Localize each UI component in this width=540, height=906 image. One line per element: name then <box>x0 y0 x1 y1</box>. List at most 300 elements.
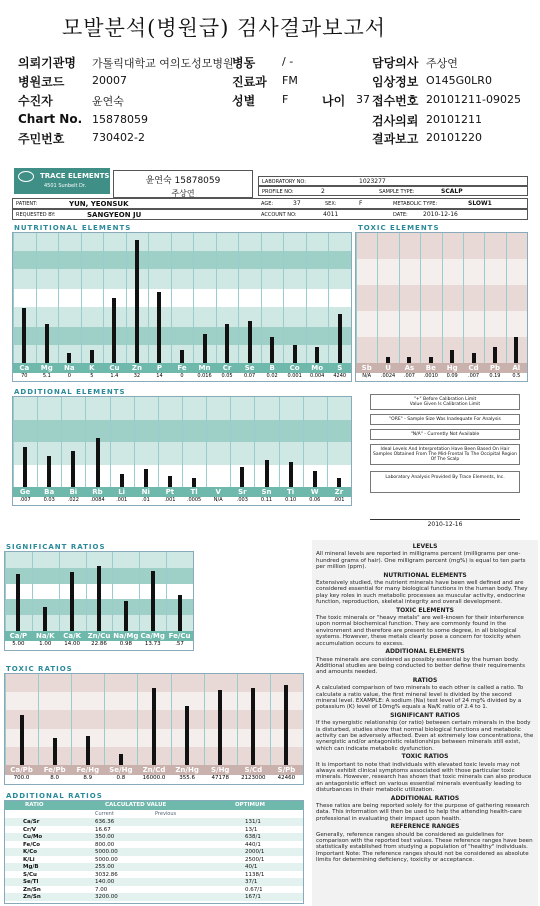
stamp-doctor: 주상연 <box>171 189 195 198</box>
chart-gridline <box>356 233 357 363</box>
chart-gridline <box>171 674 172 765</box>
explanation-text: A calculated comparison of two minerals to each other is called a ratio. To calculate a ratio value, the first mineral level is divided by the second mineral level. EXAMPLE: A sodium (Na) test level of 24 mg% divided by a potassium (K) level of 10mg% equals a Na/K ratio of 2.4 to 1. <box>316 685 524 711</box>
chart-element-label: Ti <box>279 487 303 497</box>
explanation-section <box>316 796 534 823</box>
chart-bar <box>178 595 182 631</box>
chart-element-label: Na/Mg <box>113 632 139 640</box>
current-col-header: Current <box>95 811 114 817</box>
chart-element-label: W <box>303 487 327 497</box>
chart-value-label: 16000.0 <box>142 775 166 781</box>
ratio-name: K/Co <box>23 849 38 855</box>
chart-value-label: N/A <box>362 373 372 379</box>
chart-value-label: 700.0 <box>13 775 30 781</box>
additional-ratios-table <box>4 800 304 904</box>
chart-element-label: Sn <box>254 487 278 497</box>
chart-element-label: S <box>328 363 351 373</box>
explanation-text: Extensively studied, the nutrient minerals have been well defined and are considered essential for many biological functions in the human body. They play key roles in such metabolic processes as muscular activity, endocrine function, reproduction, skeletal integrity and overall development. <box>316 580 528 606</box>
chart-element-label: S/Hg <box>204 765 237 775</box>
chart-bar <box>23 447 27 488</box>
chart-bar <box>185 706 189 765</box>
chart-gridline <box>399 233 400 363</box>
chart-element-label: Mg <box>36 363 59 373</box>
chart-gridline <box>86 552 87 631</box>
sex-label: SEX: <box>325 201 337 207</box>
ratios-table-header <box>5 801 303 810</box>
explanation-text: Generally, reference ranges should be considered as guidelines for comparison with the reported test values. These reference ranges have been statistically established from studying a population of "healthy" individuals. Important Note: The reference ranges should not be considered as absolute limits for determining deficiency, toxicity or acceptance. <box>316 831 533 864</box>
chart-value-label: 5.00 <box>12 641 25 647</box>
chart-gridline <box>137 674 138 765</box>
chart-value-label: .007 <box>19 497 31 503</box>
chart-element-label: S/Pb <box>270 765 303 775</box>
stamp-name: 윤연숙 15878059 <box>145 176 221 186</box>
patient-stamp <box>113 170 253 198</box>
chart-value-label: 4240 <box>333 373 347 379</box>
chart-band <box>13 327 351 345</box>
chart-value-label: 0.02 <box>266 373 278 379</box>
chart-gridline <box>506 233 507 363</box>
lab-logo-icon <box>18 171 34 182</box>
explanation-section <box>316 649 534 676</box>
ratio-name: Ca/Sr <box>23 819 40 825</box>
chart-band <box>13 289 351 307</box>
chart-bar <box>86 736 90 765</box>
chart-gridline <box>270 674 271 765</box>
chart-gridline <box>37 397 38 487</box>
requested-by-label: REQUESTED BY: <box>16 212 56 218</box>
significant-ratios-title: SIGNIFICANT RATIOS <box>6 543 106 551</box>
chart-value-label: 5.1 <box>42 373 51 379</box>
explanation-heading: LEVELS <box>412 543 438 550</box>
chart-element-label: Cu <box>103 363 126 373</box>
age-value: 37 <box>293 200 301 207</box>
chart-value-label: 32 <box>133 373 141 379</box>
chart-value-label: .001 <box>116 497 128 503</box>
chart-bar <box>97 566 101 631</box>
table-row <box>5 856 303 864</box>
header-label: 의뢰기관명 <box>18 56 76 70</box>
calc-col-header: CALCULATED VALUE <box>105 802 167 808</box>
chart-element-label: Ni <box>134 487 158 497</box>
chart-element-label: Ca/K <box>59 631 86 641</box>
chart-element-label: Cd <box>463 363 484 373</box>
chart-value-label: 0.001 <box>287 373 302 379</box>
chart-element-label: Ca/P <box>5 631 32 641</box>
chart-value-label: 47178 <box>211 775 229 781</box>
sex-value: F <box>359 200 363 207</box>
chart-bar <box>289 462 293 487</box>
legend-area <box>370 394 520 534</box>
chart-band <box>13 251 351 269</box>
chart-value-label: 0 <box>67 373 71 379</box>
chart-element-label: Zn/Hg <box>171 765 204 775</box>
explanation-section <box>316 608 534 647</box>
metabolic-type: SLOW1 <box>468 200 492 207</box>
metabolic-type-label: METABOLIC TYPE: <box>393 201 438 207</box>
chart-gridline <box>148 233 149 363</box>
chart-gridline <box>377 233 378 363</box>
explanation-heading: ADDITIONAL RATIOS <box>390 794 460 802</box>
chart-element-label: Co <box>283 363 306 373</box>
chart-value-label: 2123000 <box>241 775 266 781</box>
header-label: 병동 <box>232 56 256 70</box>
ratio-current: 350.00 <box>95 834 115 840</box>
chart-gridline <box>238 233 239 363</box>
header-value: O145G0LR0 <box>426 74 492 87</box>
chart-value-label: 1.4 <box>110 373 119 379</box>
chart-bar <box>90 350 94 363</box>
header-value: / - <box>282 55 294 68</box>
chart-gridline <box>327 397 328 487</box>
ratio-current: 5000.00 <box>95 849 118 855</box>
chart-bar <box>192 478 196 487</box>
header-label: 수진자 <box>18 94 53 108</box>
chart-element-label: P <box>148 363 171 373</box>
chart-element-label: Fe/Hg <box>71 765 104 775</box>
chart-element-label: B <box>261 363 284 373</box>
chart-value-label: 0.10 <box>285 497 297 503</box>
chart-element-label: U <box>377 363 398 373</box>
chart-bar <box>240 467 244 487</box>
previous-col-header: Previous <box>155 811 177 817</box>
ratio-current: 5000.00 <box>95 856 118 863</box>
explanation-section <box>316 824 534 863</box>
chart-band <box>13 233 351 251</box>
chart-element-label: Fe/Cu <box>166 631 193 641</box>
chart-gridline <box>5 552 6 631</box>
explanation-section <box>316 678 534 711</box>
report-header <box>0 0 540 160</box>
toxic-ratios-title: TOXIC RATIOS <box>6 665 73 673</box>
chart-element-label: Al <box>506 363 527 373</box>
chart-value-label: 1.00 <box>39 641 52 647</box>
chart-gridline <box>420 233 421 363</box>
chart-element-label: Hg <box>442 363 463 373</box>
header-label: 주민번호 <box>18 132 65 146</box>
chart-element-label: Zn <box>126 363 149 373</box>
explanation-heading: TOXIC RATIOS <box>401 753 449 761</box>
legend-line-3: "ORE" - Sample Size Was Inadequate For Analysis <box>370 414 520 425</box>
chart-gridline <box>13 233 14 363</box>
significant-ratios-chart <box>4 551 194 651</box>
legend-line-4: "N/A" - Currently Not Available <box>370 429 520 440</box>
chart-value-label: 70 <box>21 373 28 379</box>
chart-bar <box>284 685 288 765</box>
chart-bar <box>20 715 24 765</box>
chart-bar <box>151 571 155 631</box>
chart-bar <box>152 688 156 765</box>
chart-bar <box>313 471 317 487</box>
chart-band <box>13 269 351 289</box>
ratio-current: 800.00 <box>95 841 115 848</box>
chart-element-label: Tl <box>182 487 206 497</box>
chart-element-label: Pb <box>484 363 505 373</box>
chart-element-label: Se <box>238 363 261 373</box>
chart-gridline <box>182 397 183 487</box>
header-label: 결과보고 <box>372 132 419 146</box>
ratio-optimum: 13/1 <box>245 826 258 833</box>
header-value: 주상연 <box>426 57 458 70</box>
table-row <box>5 871 303 879</box>
header-label: 성별 <box>232 94 256 108</box>
chart-gridline <box>484 233 485 363</box>
table-row <box>5 833 303 841</box>
chart-gridline <box>13 397 14 487</box>
additional-title: ADDITIONAL ELEMENTS <box>14 388 126 396</box>
ratio-optimum: 0.67/1 <box>245 886 263 893</box>
legend-line-5: Ideal Levels And Interpretation Have Been Based On Hair Samples Obtained From The Mid-Frontal To The Occipital Region Of The Scalp <box>370 444 520 465</box>
chart-bar <box>96 438 100 488</box>
chart-element-label: Fe/Pb <box>38 765 71 775</box>
chart-value-label: N/A <box>213 497 223 503</box>
chart-value-label: 22.86 <box>91 641 107 647</box>
chart-element-label: Zn/Cu <box>86 631 113 641</box>
chart-gridline <box>328 233 329 363</box>
chart-gridline <box>112 552 113 631</box>
patient-label: PATIENT: <box>16 201 38 207</box>
chart-value-label: 14.00 <box>64 641 80 647</box>
ratio-optimum: 1138/1 <box>245 871 265 878</box>
chart-value-label: .0084 <box>90 497 105 503</box>
chart-value-label: 0.05 <box>221 373 233 379</box>
chart-element-label: Pt <box>158 487 182 497</box>
chart-value-label: 0.8 <box>116 775 126 781</box>
ratio-name: Mg/B <box>23 864 39 870</box>
nutritional-title: NUTRITIONAL ELEMENTS <box>14 224 132 232</box>
chart-value-label: 13.73 <box>144 641 161 647</box>
chart-element-label: Zr <box>327 487 351 497</box>
ratio-current: 140.00 <box>95 879 115 885</box>
ratio-optimum: 2000/1 <box>245 849 265 855</box>
chart-gridline <box>158 397 159 487</box>
chart-element-label: Li <box>110 487 134 497</box>
explanation-text: All mineral levels are reported in milligrams percent (milligrams per one-hundred grams of hair). One milligram percent (mg%) is equal to ten parts per million (ppm). <box>316 551 526 571</box>
explanation-section <box>316 713 534 752</box>
ratio-name: Se/Tl <box>23 879 39 885</box>
chart-element-label: Mo <box>306 363 329 373</box>
chart-bar <box>338 314 342 363</box>
chart-gridline <box>171 233 172 363</box>
legend-line-1: "+" Before Calibration Limit <box>413 397 477 402</box>
explanation-text: The toxic minerals or "heavy metals" are well-known for their interference upon normal biochemical function. They are commonly found in the environment and therefore are present to some degree, in all biological systems. However, these metals clearly pose a concern for toxicity when accumulation occurs to excess. <box>316 615 525 647</box>
chart-value-label: 0.016 <box>197 373 212 379</box>
chart-value-label: 14 <box>156 373 163 379</box>
chart-element-label: Na/K <box>32 631 59 641</box>
chart-bar <box>119 754 123 765</box>
chart-bar <box>144 469 148 487</box>
chart-gridline <box>126 233 127 363</box>
chart-bar <box>157 292 161 364</box>
ratio-name: Cr/V <box>23 826 37 833</box>
chart-gridline <box>134 397 135 487</box>
lab-number-box <box>258 176 528 186</box>
chart-gridline <box>5 674 6 765</box>
chart-value-label: 355.6 <box>179 775 195 781</box>
chart-bar <box>337 478 341 487</box>
ratio-current: 3200.00 <box>95 894 118 900</box>
chart-value-label: 8.9 <box>83 775 93 781</box>
chart-gridline <box>193 233 194 363</box>
table-row <box>5 841 303 849</box>
ratio-col-header: RATIO <box>25 802 44 808</box>
explanation-text: These minerals are considered as possibly essential by the human body. Additional studies are being conducted to better define their requirements and amounts needed. <box>316 656 525 676</box>
chart-value-label: .0024 <box>380 373 396 379</box>
header-label: 진료과 <box>232 75 267 89</box>
explanation-heading: RATIOS <box>412 676 438 684</box>
header-label: 임상정보 <box>372 75 419 89</box>
chart-gridline <box>71 674 72 765</box>
chart-bar <box>270 337 274 363</box>
ratio-name: Zn/Sn <box>23 894 41 900</box>
chart-gridline <box>38 674 39 765</box>
chart-bar <box>47 456 51 488</box>
chart-value-label: .0005 <box>186 497 202 503</box>
date-label: DATE: <box>393 212 408 218</box>
additional-chart <box>12 396 352 506</box>
chart-element-label: Rb <box>85 487 109 497</box>
chart-bar <box>53 738 57 765</box>
chart-element-label: V <box>206 487 230 497</box>
chart-element-label: Ba <box>37 487 61 497</box>
chart-bar <box>45 324 49 363</box>
chart-bar <box>450 350 454 363</box>
explanation-section <box>316 573 534 606</box>
chart-bar <box>248 321 252 363</box>
account-number: 4011 <box>323 211 339 218</box>
chart-gridline <box>36 233 37 363</box>
chart-gridline <box>32 552 33 631</box>
chart-value-label: 8.0 <box>50 775 60 781</box>
ratio-current: 255.00 <box>95 864 115 870</box>
chart-gridline <box>237 674 238 765</box>
chart-bar <box>315 347 319 363</box>
chart-gridline <box>283 233 284 363</box>
chart-band <box>13 307 351 327</box>
chart-gridline <box>303 397 304 487</box>
explanation-heading: SIGNIFICANT RATIOS <box>390 711 460 719</box>
toxic-ratios-chart <box>4 673 304 785</box>
chart-element-label: K <box>81 363 104 373</box>
chart-gridline <box>61 397 62 487</box>
explanation-text: It is important to note that individuals with elevated toxic levels may not always exhibit clinical symptoms associated with those particular toxic minerals. However, research has shown that toxic minerals can also produce an antagonistic effect on various essential minerals eventually leading to disturbances in their metabolic utilization. <box>316 761 532 794</box>
explanation-text: If the synergistic relationship (or ratio) between certain minerals in the body is disturbed, studies show that normal biological functions and metabolic activity can be adversely affected. Even at extremely low concentrations, the synergistic and/or antagonistic relationships between minerals still exist, which can indicate metabolic dysfunction. <box>316 720 534 752</box>
header-value: 20007 <box>92 74 127 87</box>
chart-bar <box>16 574 20 631</box>
chart-bar <box>180 350 184 363</box>
ratio-current: 7.00 <box>95 886 108 893</box>
header-value: 20101211 <box>426 113 482 126</box>
lab-logo <box>14 168 110 194</box>
chart-value-label: .007 <box>467 373 480 379</box>
chart-gridline <box>306 233 307 363</box>
hair-analysis-report <box>0 166 540 906</box>
explanation-column <box>312 540 538 906</box>
header-label: 나이 <box>322 94 346 108</box>
chart-gridline <box>254 397 255 487</box>
sample-type: SCALP <box>441 188 463 195</box>
explanation-heading: ADDITIONAL ELEMENTS <box>385 648 465 656</box>
chart-value-label: 0.004 <box>310 373 325 379</box>
explanation-section <box>316 754 534 793</box>
chart-gridline <box>279 397 280 487</box>
table-row <box>5 886 303 894</box>
chart-value-label: .0010 <box>423 373 438 379</box>
ratios-subheader <box>5 810 303 818</box>
chart-element-label: Ca <box>13 363 36 373</box>
header-value: 37 <box>356 93 370 106</box>
chart-gridline <box>204 674 205 765</box>
chart-bar <box>43 607 47 631</box>
explanation-heading: TOXIC ELEMENTS <box>396 606 454 614</box>
chart-value-label: 0.03 <box>43 497 55 503</box>
profile-label: PROFILE NO: <box>262 189 294 195</box>
chart-gridline <box>85 397 86 487</box>
explanation-heading: NUTRITIONAL ELEMENTS <box>383 571 467 579</box>
nutritional-chart <box>12 232 352 382</box>
chart-bar <box>472 353 476 363</box>
header-label: 담당의사 <box>372 56 419 70</box>
chart-bar <box>514 337 518 363</box>
chart-element-label: Ca/Pb <box>5 765 38 775</box>
chart-gridline <box>58 233 59 363</box>
chart-bar <box>203 334 207 363</box>
chart-bar <box>71 451 75 487</box>
toxic-title: TOXIC ELEMENTS <box>358 224 440 232</box>
chart-value-label: 42460 <box>277 775 296 781</box>
chart-element-label: S/Cd <box>237 765 270 775</box>
chart-gridline <box>139 552 140 631</box>
chart-gridline <box>166 552 167 631</box>
chart-bar <box>265 460 269 487</box>
ratio-current: 16.67 <box>95 826 111 833</box>
chart-element-label: Zn/Cd <box>137 765 170 775</box>
chart-gridline <box>206 397 207 487</box>
chart-gridline <box>230 397 231 487</box>
chart-bar <box>493 347 497 363</box>
ratio-name: Fe/Co <box>23 841 41 848</box>
chart-gridline <box>442 233 443 363</box>
legend-line-6: Laboratory Analysis Provided By Trace Elements, Inc. <box>370 471 520 493</box>
patient-row <box>12 198 528 209</box>
additional-ratios-title: ADDITIONAL RATIOS <box>6 792 103 800</box>
chart-value-label: 0.98 <box>119 641 132 647</box>
explanation-heading: REFERENCE RANGES <box>390 823 460 831</box>
table-row <box>5 863 303 871</box>
ratio-name: S/Cu <box>23 871 37 878</box>
chart-element-label: Ge <box>13 487 37 497</box>
chart-gridline <box>261 233 262 363</box>
header-value: FM <box>282 74 298 87</box>
chart-element-label: Se/Hg <box>104 765 137 775</box>
chart-gridline <box>81 233 82 363</box>
chart-gridline <box>103 233 104 363</box>
chart-bar <box>218 690 222 765</box>
chart-bar <box>124 601 128 631</box>
lab-address: 4501 Sunbelt Dr. <box>44 183 87 189</box>
legend-line-2: Value Given Is Calibration Limit <box>409 402 481 407</box>
chart-value-label: .022 <box>67 497 79 503</box>
chart-bar <box>293 345 297 363</box>
ratio-current: 3032.86 <box>95 871 118 878</box>
chart-element-label: Ca/Mg <box>140 632 165 640</box>
table-row <box>5 848 303 856</box>
profile-box <box>258 186 528 196</box>
explanation-section <box>316 544 534 571</box>
signature-date: 2010-12-16 <box>370 519 520 528</box>
ratio-optimum: 440/1 <box>245 841 261 848</box>
chart-gridline <box>59 552 60 631</box>
chart-element-label: As <box>399 363 420 373</box>
header-label: 검사의뢰 <box>372 114 419 128</box>
